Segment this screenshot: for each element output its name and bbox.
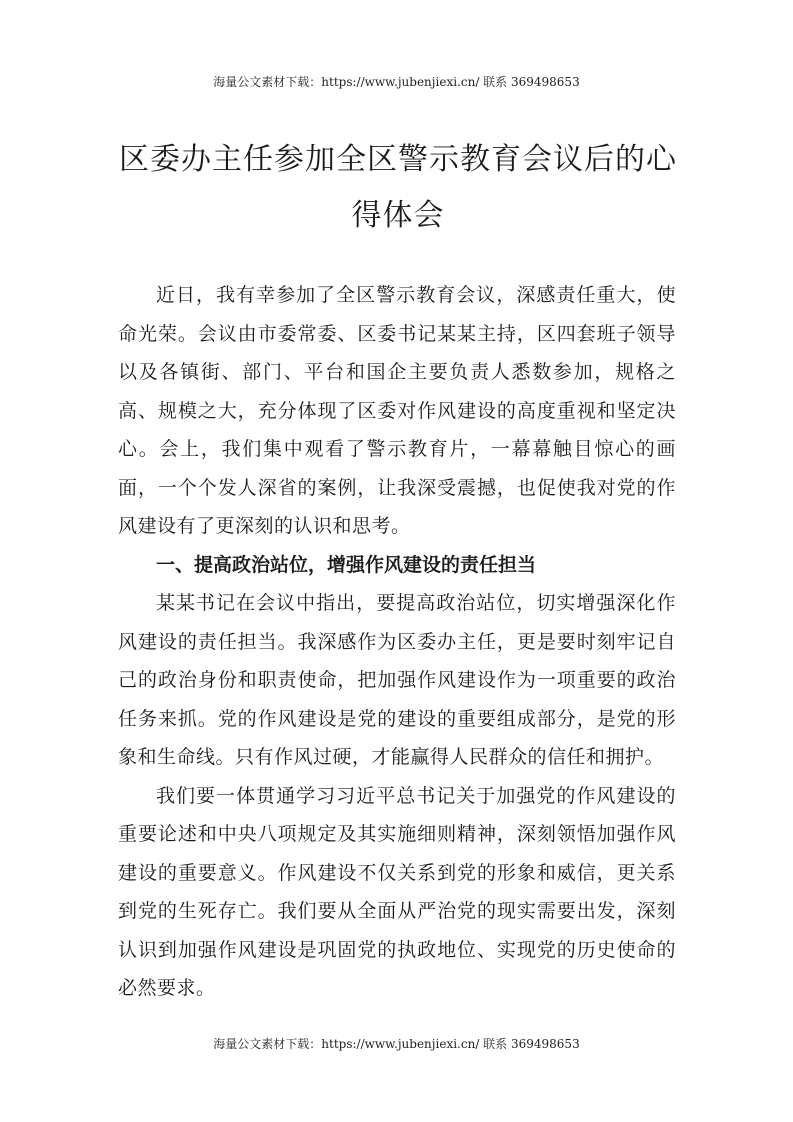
paragraph-section1-a: 某某书记在会议中指出，要提高政治站位，切实增强深化作风建设的责任担当。我深感作为区委办主任，更是要时刻牢记自己的政治身份和职责使命，把加强作风建设作为一项重要的政治任务来抓。党的作风建设是党的建设的重要组成部分，是党的形象和生命线。只有作风过硬，才能赢得人民群众的信任和拥护。: [118, 592, 676, 768]
section-heading-1: 一、提高政治站位，增强作风建设的责任担当: [156, 553, 537, 576]
page-footer: 海量公文素材下载：https://www.jubenjiexi.cn/ 联系 369498653: [213, 1037, 580, 1051]
paragraph-intro: 近日，我有幸参加了全区警示教育会议，深感责任重大，使命光荣。会议由市委常委、区委书记某某主持，区四套班子领导以及各镇街、部门、平台和国企主要负责人悉数参加，规格之高、规模之大，充分体现了区委对作风建设的高度重视和坚定决心。会上，我们集中观看了警示教育片，一幕幕触目惊心的画面，一个个发人深省的案例，让我深受震撼，也促使我对党的作风建设有了更深刻的认识和思考。: [118, 284, 676, 537]
page-header: 海量公文素材下载：https://www.jubenjiexi.cn/ 联系 369498653: [213, 75, 580, 89]
document-title: 区委办主任参加全区警示教育会议后的心得体会: [119, 142, 677, 233]
paragraph-section1-b: 我们要一体贯通学习习近平总书记关于加强党的作风建设的重要论述和中央八项规定及其实施细则精神，深刻领悟加强作风建设的重要意义。作风建设不仅关系到党的形象和威信，更关系到党的生死存亡。我们要从全面从严治党的现实需要出发，深刻认识到加强作风建设是巩固党的执政地位、实现党的历史使命的必然要求。: [118, 784, 676, 999]
document-body: [118, 276, 676, 1008]
